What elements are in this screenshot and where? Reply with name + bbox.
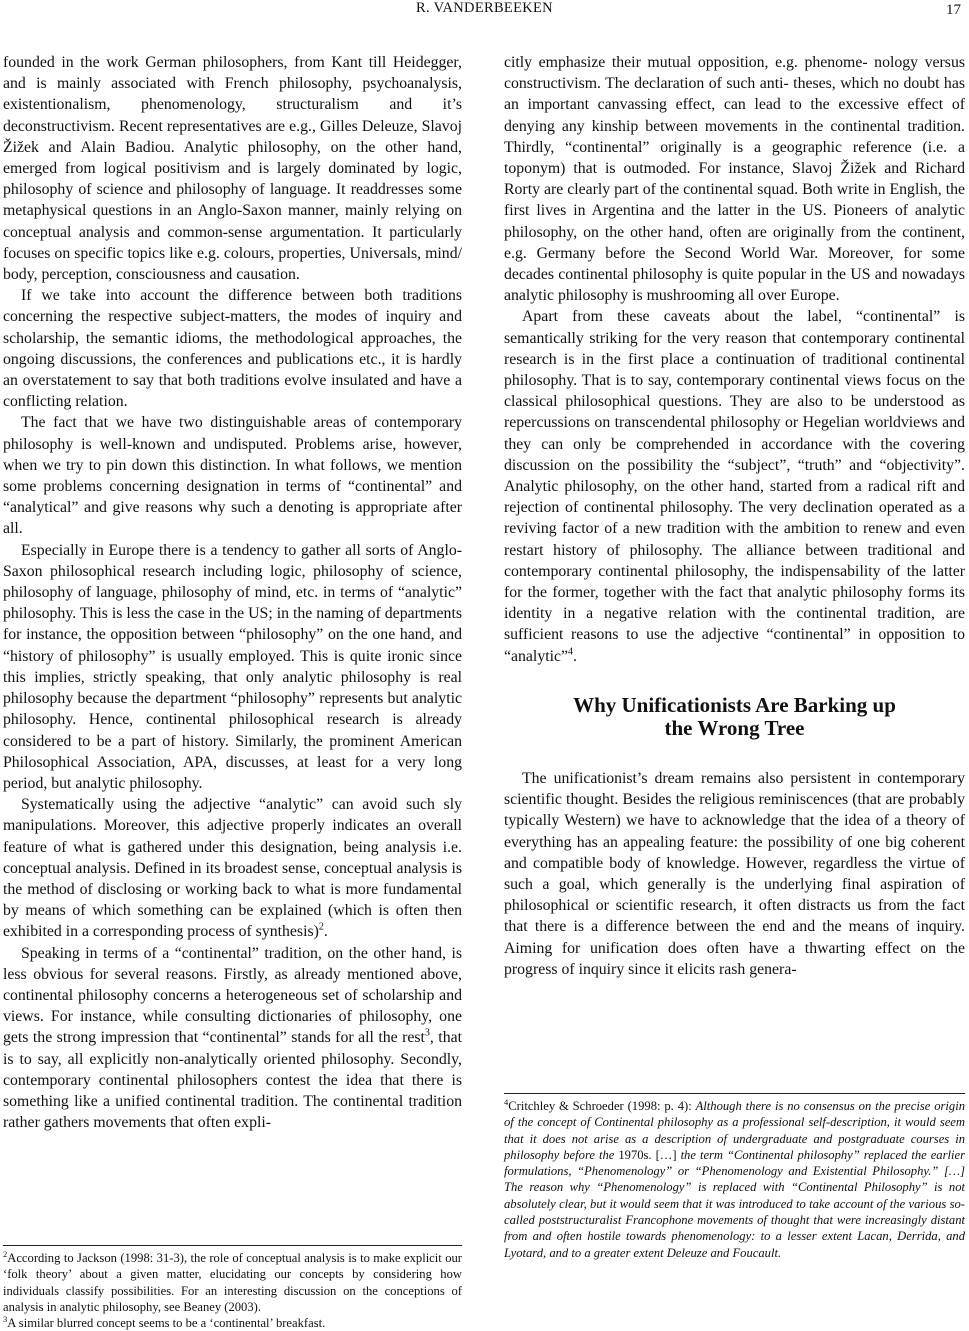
footnote-divider [504,1093,965,1094]
footnote-quote: the term “Continental philosophy” replaced the earlier formulations, “Phenomenology” or “Phenomenology and Existential Philosophy.” […] The reason why “Phenomenology” is replaced with “Continental Philosophy” is not absolutely clear, but it would seem that it was introduced to take account of the various so-called poststructuralist Francophone movements of thought that were increasingly distant from and often hostile towards phenomenology: to a lesser extent Lacan, Derrida, and Lyotard, and to a greater extent Deleuze and Foucault. [504,1147,965,1260]
section-heading-line: Why Unificationists Are Barking up [573,692,896,717]
footnote-4 [504,1098,965,1261]
paragraph-text: Speaking in terms of a “continental” tradition, on the other hand, is less obvious for several reasons. Firstly, as already mentioned above, continental philosophy concerns a heterogeneous set of scholarship and views. For instance, while consulting dictionaries of philosophy, one gets the strong impression that “continental” stands for all the rest [3,944,462,1047]
footnote-ref-2[interactable]: 2 [318,922,324,934]
paragraph-text: Systematically using the adjective “analytic” can avoid such sly manipulations. Moreover, this adjective properly indicates an overall feature of what is gathered under this designation, being analysis i.e. conceptual analysis. Defined in its broadest sense, conceptual analysis is the method of disclosing or working back to what is more fundamental by means of which something can be explained (which is often then exhibited in a corresponding process of synthesis) [3,796,462,941]
paragraph: The fact that we have two distinguishable areas of contemporary philosophy is well-known and undisputed. Problems arise, however, when we try to pin down this distinction. In what follows, we mention some problems concerning designation in terms of “continental” and “analytical” and give reasons why such a denoting is appropriate after all. [3,414,462,538]
footnote-quote-roman: 1970s. […] [618,1147,681,1162]
footnotes-right [504,1093,965,1261]
paragraph: Especially in Europe there is a tendency to gather all sorts of Anglo-Saxon philosophical research including logic, philosophy of science, philosophy of language, philosophy of mind, etc. in terms of “analytic” philosophy. This is less the case in the US; in the naming of departments for instance, the opposition between “philosophy” on the one hand, and “history of philosophy” is usually employed. This is quite ironic since this implies, strictly speaking, that only analytic philosophy is real philosophy because the department “philosophy” represents but analytic philosophy. Hence, continental philosophical research is already considered to be a part of history. Similarly, the prominent American Philosophical Association, APA, discusses, at least for a very long period, but analytic philosophy. [3,541,462,792]
paragraph [504,306,965,666]
footnote-ref-4[interactable]: 4 [568,646,574,658]
left-column [3,52,462,1133]
paragraph-end: . [323,923,328,941]
footnote-divider [3,1245,462,1246]
footnote-marker: 3 [3,1314,8,1324]
section-heading [504,694,965,740]
paragraph-text: Apart from these caveats about the label, “continental” is semantically striking for the very reason that contemporary continental research is in the first place a continuation of traditional continental philosophy. That is to say, contemporary continental views focus on the classical philosophical questions. They are also to be understood as repercussions on transcendental philosophy or Hegelian worldviews and they can only be comprehended in accordance with the covering discussion on the possibility the “subject”, “truth” and “objectivity”. Analytic philosophy, on the other hand, started from a radical rift and rejection of continental philosophy. The very declination operated as a reviving factor of a new tradition with the ambition to renew and even restart history of philosophy. The alliance between traditional and contemporary continental philosophy, the indispensability of the latter for the former, together with the fact that analytic philosophy forms its identity in a negative relation with the continental tradition, are sufficient reasons to use the adjective “continental” in opposition to “analytic” [504,308,965,665]
footnote-3 [3,1315,462,1331]
paragraph: The unificationist’s dream remains also persistent in contemporary scientific thought. Besides the religious reminiscences (that are probably typically Western) we have to acknowledge that the idea of a theory of everything has an appealing feature: the possibility of one big coherent and compatible body of knowledge. However, regardless the virtue of such a goal, which generally is the underlying final aspiration of philosophical or scientific research, it often distracts us from the fact that there is a difference between the end and the means of inquiry. Aiming for unification does often have a thwarting effect on the progress of inquiry since it elicits rash genera- [504,769,965,978]
footnote-text: A similar blurred concept seems to be a ‘continental’ breakfast. [7,1316,326,1331]
footnote-2 [3,1250,462,1315]
footnote-quote: Although there is no consensus on the precise origin of the concept of Continental philosophy as a professional self-description, it would seem that it does not arise as a description of undergraduate and postgraduate courses in philosophy before the [504,1099,965,1162]
footnote-text: According to Jackson (1998: 31-3), the role of conceptual analysis is to make explicit our ‘folk theory’ about a given matter, elucidating our concepts by considering how individuals classify possibilities. For an interesting discussion on the conceptions of analysis in analytic philosophy, see Beaney (2003). [3,1251,462,1314]
paragraph-end: . [573,647,577,665]
footnote-citation: Critchley & Schroeder (1998: p. 4): [508,1099,696,1113]
page-number: 17 [946,2,961,18]
footnotes-left [3,1245,462,1331]
footnote-marker: 2 [3,1248,8,1259]
footnote-marker: 4 [504,1096,509,1107]
right-column [504,52,965,980]
paragraph: citly emphasize their mutual opposition, e.g. phenome- nology versus constructivism. The declaration of such anti- theses, which no doubt has an important canvassing effect, can lead to the excessive effect of denying any kinship between movements in the continental tradition. Thirdly, “continental” originally is a geographic reference (i.e. a toponym) that is outmoded. For instance, Slavoj Žižek and Richard Rorty are clearly part of the continental squad. Both write in English, the first lives in Argentina and the latter in the US. Pioneers of analytic philosophy, on the other hand, often are originally from the continent, e.g. Germany before the Second World War. Moreover, for some decades continental philosophy is quite popular in the US and nowadays analytic philosophy is mushrooming all over Europe. [504,54,965,305]
page-header [0,0,969,24]
paragraph-text: , that is to say, all explicitly non-analytically oriented philosophy. Secondly, contemporary continental philosophers contest the idea that there is something like a unified continental tradition. The continental tradition rather gathers movements that often expli- [3,1029,462,1132]
running-head: R. VANDERBEEKEN [416,0,553,16]
paragraph [3,943,462,1134]
paragraph: If we take into account the difference between both traditions concerning the respective subject-matters, the modes of inquiry and scholarship, the semantic idioms, the methodological approaches, the ongoing discussions, the conferences and publications etc., it is hardly an overstatement to say that both traditions evolve insulated and have a conflicting relation. [3,287,462,411]
section-heading-line: the Wrong Tree [664,715,805,740]
paragraph [3,794,462,942]
footnote-ref-3[interactable]: 3 [424,1028,430,1040]
paragraph: founded in the work German philosophers, from Kant till Heidegger, and is mainly associated with French philosophy, psychoanalysis, existentionalism, phenomenology, structuralism and it’s deconstructivism. Recent representatives are e.g., Gilles Deleuze, Slavoj Žižek and Alain Badiou. Analytic philosophy, on the other hand, emerged from logical positivism and is largely dominated by logic, philosophy of science and philosophy of language. It readdresses some metaphysical questions in an Anglo-Saxon manner, mainly relying on conceptual analysis and common-sense argumentation. It particularly focuses on specific topics like e.g. colours, properties, Universals, mind/ body, perception, consciousness and causation. [3,54,462,284]
